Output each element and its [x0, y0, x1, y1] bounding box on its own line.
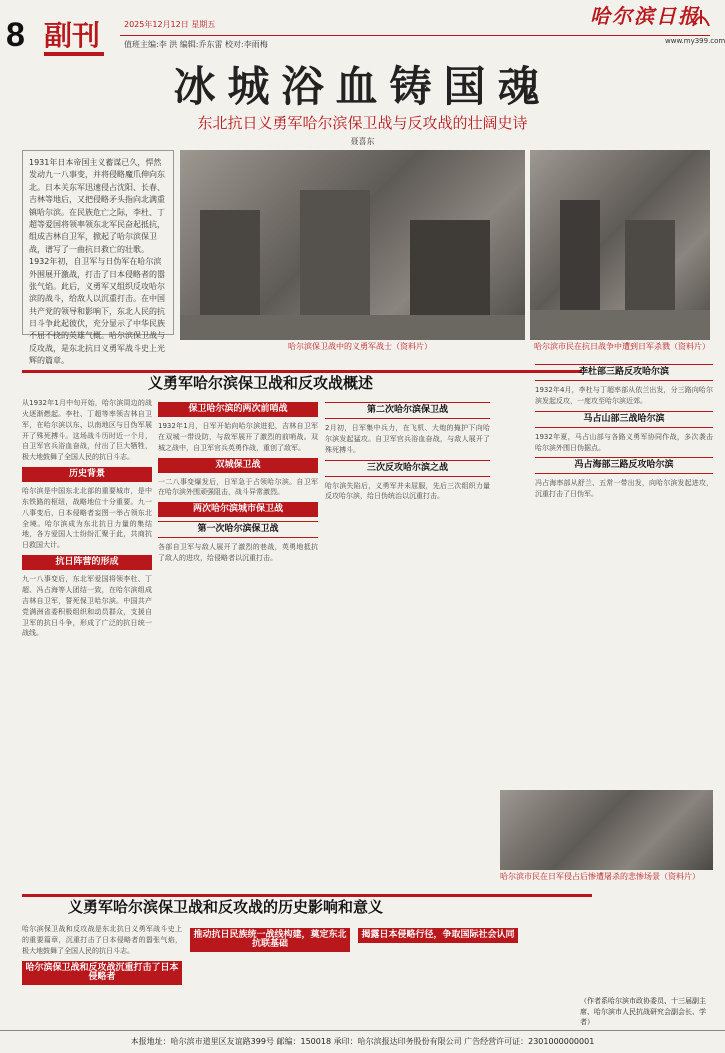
united-front-subheading: 推动抗日民族统一战线构建，奠定东北抗联基础 — [190, 928, 350, 952]
page-number: 8 — [6, 16, 25, 54]
section5-column-1 — [22, 924, 182, 1024]
section1-paragraph-2: 哈尔滨是中国东北北部的重要城市，是中东铁路的枢纽，战略地位十分重要。九一八事变后，日本侵略者妄图一举占领东北全境。哈尔滨成为东北抗日力量的集结地，各方爱国人士纷纷汇聚于此，共商抗日救国大计。 — [22, 487, 152, 550]
li-du-subheading: 李杜部三路反攻哈尔滨 — [535, 364, 713, 381]
section3-paragraph-2: 哈尔滨失陷后，义勇军并未屈服，先后三次组织力量反攻哈尔滨，给日伪统治以沉重打击。 — [325, 481, 490, 501]
section4-column — [535, 360, 713, 780]
section-underline — [44, 52, 104, 56]
photo-massacre-caption: 哈尔滨市民在日军侵占后惨遭屠杀的悲惨场景（资料片） — [500, 872, 700, 881]
section5-title: 义勇军哈尔滨保卫战和反攻战的历史影响和意义 — [60, 900, 391, 915]
defense-subheading: 保卫哈尔滨的两次前哨战 — [158, 402, 318, 417]
section2-column — [158, 398, 318, 848]
section3-column — [325, 398, 490, 848]
counterattack-subheading: 三次反攻哈尔滨之战 — [325, 460, 490, 477]
history-subheading: 历史背景 — [22, 467, 152, 482]
international-subheading: 揭露日本侵略行径，争取国际社会认同 — [358, 928, 518, 943]
section4-paragraph-3: 冯占海率部从舒兰、五常一带出发，向哈尔滨发起进攻，沉重打击了日伪军。 — [535, 479, 713, 499]
header-rule — [120, 35, 710, 36]
section2-paragraph-1: 1932年1月，日军开始向哈尔滨进犯，吉林自卫军在双城一带设防，与敌军展开了激烈的前哨战。双城之战中，自卫军官兵英勇作战，重创了敌军。 — [158, 422, 318, 452]
newspaper-logo: 哈尔滨日报 — [590, 4, 700, 28]
page-title: 冰城浴血铸国魂 — [173, 62, 552, 111]
photo-massacre — [500, 790, 713, 870]
ma-zhanshan-subheading: 马占山部三战哈尔滨 — [535, 411, 713, 428]
section5-column-2 — [190, 924, 350, 1024]
section4-paragraph-2: 1932年夏，马占山部与各路义勇军协同作战，多次袭击哈尔滨外围日伪据点。 — [535, 432, 713, 452]
website-url[interactable]: www.my399.com — [665, 37, 725, 45]
section1-rule — [22, 370, 582, 373]
section5-column-3 — [358, 924, 518, 1024]
shuangcheng-subheading: 双城保卫战 — [158, 458, 318, 473]
section5-rule — [22, 894, 592, 897]
editor-credits: 值班主编:李 洪 编辑:乔东雷 校对:李雨梅 — [124, 40, 268, 49]
photo-soldiers-caption: 哈尔滨保卫战中的义勇军战士（资料片） — [288, 342, 432, 351]
photo-civilians — [530, 150, 710, 340]
feng-zhanhai-subheading: 冯占海部三路反攻哈尔滨 — [535, 457, 713, 474]
section5-paragraph-1: 哈尔滨保卫战和反攻战是东北抗日义勇军战斗史上的重要篇章，沉重打击了日本侵略者的嚣张气焰，极大地鼓舞了全国人民的抗日斗志。 — [22, 925, 182, 955]
photo-soldiers — [180, 150, 525, 340]
impact-subheading: 哈尔滨保卫战和反攻战沉重打击了日本侵略者 — [22, 961, 182, 985]
section1-paragraph-3: 九一八事变后，东北军爱国将领李杜、丁超、冯占海等人团结一致，在哈尔滨组成吉林自卫军，誓死保卫哈尔滨。中国共产党满洲省委积极组织和动员群众，支援自卫军的抗日斗争，形成了广泛的抗日统一战线。 — [22, 575, 152, 638]
section4-paragraph-1: 1932年4月，李杜与丁超率部从依兰出发，分三路向哈尔滨发起反攻，一度攻至哈尔滨近郊。 — [535, 386, 713, 405]
author-byline: 聂喜东 — [350, 137, 375, 146]
section1-paragraph-1: 从1932年1月中旬开始，哈尔滨周边的战火逐渐燃起。李杜、丁超等率领吉林自卫军，在哈尔滨以东、以南地区与日伪军展开了殊死搏斗。这场战斗历时近一个月，自卫军官兵浴血奋战，付出了巨大牺牲，极大地鼓舞了全国人民的抗日斗志。 — [22, 399, 152, 462]
issue-date: 2025年12月12日 星期五 — [124, 20, 216, 29]
photo-civilians-caption: 哈尔滨市民在抗日战争中遭到日军杀戮（资料片） — [534, 342, 710, 351]
page-subtitle: 东北抗日义勇军哈尔滨保卫战与反攻战的壮阔史诗 — [197, 114, 528, 132]
section1-column — [22, 398, 152, 848]
front-subheading: 抗日阵营的形成 — [22, 555, 152, 570]
footer-info: 本报地址：哈尔滨市道里区友谊路399号 邮编：150018 承印：哈尔滨报达印务股份有限公司 广告经营许可证：2301000000001 — [0, 1030, 725, 1052]
intro-box: 1931年日本帝国主义蓄谋已久，悍然发动九一八事变，并将侵略魔爪伸向东北。日本关东军迅速侵占沈阳、长春、吉林等地后，又把侵略矛头指向北满重镇哈尔滨。在民族危亡之际，李杜、丁超等爱国将领率领东北军民奋起抵抗，组成吉林自卫军，掀起了哈尔滨保卫战，谱写了一曲抗日救亡的壮歌。1932年初，自卫军与日伪军在哈尔滨外围展开激战，打击了日本侵略者的嚣张气焰。此后，义勇军又组织反攻哈尔滨的战斗，给敌人以沉重打击。在中国共产党的领导和影响下，东北人民的抗日斗争此起彼伏，充分显示了中华民族不屈不挠的英雄气概。哈尔滨保卫战与反攻战，是东北抗日义勇军战斗史上光辉的篇章。 — [22, 150, 174, 335]
author-note: （作者系哈尔滨市政协委员、十三届副主席、哈尔滨市人民抗战研究会副会长、学者） — [580, 997, 706, 1026]
second-defense-subheading: 第二次哈尔滨保卫战 — [325, 402, 490, 419]
section-name: 副刊 — [44, 19, 101, 52]
section3-paragraph-1: 2月初，日军集中兵力，在飞机、大炮的掩护下向哈尔滨发起猛攻。自卫军官兵浴血奋战，与敌人展开了殊死搏斗。 — [325, 424, 490, 454]
logo-mark-icon — [690, 6, 712, 28]
section2-paragraph-2: 一二八事变爆发后，日军急于占领哈尔滨。自卫军在哈尔滨外围顽强阻击，战斗异常激烈。 — [158, 477, 318, 497]
section2-paragraph-3: 各部自卫军与敌人展开了激烈的巷战，英勇地抵抗了敌人的进攻，给侵略者以沉重打击。 — [158, 543, 318, 563]
city-defense-subheading: 两次哈尔滨城市保卫战 — [158, 502, 318, 517]
first-defense-subheading: 第一次哈尔滨保卫战 — [158, 521, 318, 538]
section1-title: 义勇军哈尔滨保卫战和反攻战概述 — [140, 376, 381, 391]
